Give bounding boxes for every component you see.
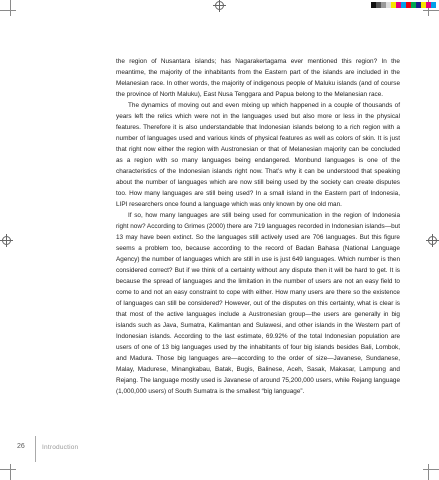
crop-mark xyxy=(423,469,439,470)
registration-mark-icon xyxy=(215,1,224,10)
paragraph: The dynamics of moving out and even mixing up which happened in a couple of thousands of years left the relics which were not in the languages used but also more or less in the physical features. Therefore it is also understandable that Indonesian islands belong to a rich region with a number of languages used and various kinds of physical features as well as colors of skin. It is just that right now either the region with Austronesian or that of Melanesian majority can be concluded as a region with so many languages being endangered. Monbund languages is one of the characteristics of the Indonesian islands right now. That’s why it can be understood that speaking about the number of languages which are now still being used by the society can create disputes too. How many languages are still being used? In a small island in the Eastern part of Indonesia, LIPI researchers once found a language which was only known by one old man. xyxy=(116,102,400,209)
crop-mark xyxy=(0,10,16,11)
paragraph: the region of Nusantara islands; has Nagarakertagama ever mentioned this region? In the meantime, the majority of the inhabitants from the Eastern part of the islands are included in the Melanesian race. In other words, the majority of indigenous people of Maluku islands (and of course the province of North Maluku), East Nusa Tenggara and Papua belong to the Melanesian race. xyxy=(116,58,400,99)
color-swatch xyxy=(431,2,436,8)
section-label: Introduction xyxy=(42,444,79,451)
color-calibration-strip xyxy=(371,2,436,8)
registration-mark-icon xyxy=(428,236,437,245)
crop-mark xyxy=(10,0,11,16)
crop-mark xyxy=(423,10,439,11)
body-text xyxy=(116,56,400,397)
page-number: 26 xyxy=(17,443,25,450)
footer-divider xyxy=(35,436,36,462)
crop-mark xyxy=(0,469,16,470)
crop-mark xyxy=(428,464,429,480)
crop-mark xyxy=(10,464,11,480)
paragraph: If so, how many languages are still being used for communication in the region of Indonesia right now? According to Grimes (2000) there are 719 languages recorded in Indonesian islands—but 13 may have been extinct. So the languages still actively used are 706 languages. But this figure seems a problem too, because according to the record of Badan Bahasa (National Language Agency) the number of languages which are still in use is just 649 languages. Which number is then considered correct? But if we think of a certainty without any dispute then it will be hard to get. It is because the spread of languages and the limitation in the number of users are not an easy field to come to and not an easy constraint to cope with either. How many users are there so the existence of languages can still be considered? However, out of the disputes on this certainty, what is clear is that most of the active languages include a Austronesian group—the users are generally in big islands such as Java, Sumatra, Kalimantan and Sulawesi, and other islands in the Western part of Indonesian islands. According to the last estimate, 69.92% of the total Indonesian population are users of one of 13 big languages used by the inhabitants of four big islands besides Bali, Lombok, and Madura. Those big languages are—according to the order of size—Javanese, Sundanese, Malay, Madurese, Minangkabau, Batak, Bugis, Balinese, Aceh, Sasak, Makasar, Lampung and Rejang. The language mostly used is Javanese of around 75,200,000 users, while Rejang language (1,000,000 users) of South Sumatra is the smallest “big language”. xyxy=(116,212,400,396)
registration-mark-icon xyxy=(2,236,11,245)
